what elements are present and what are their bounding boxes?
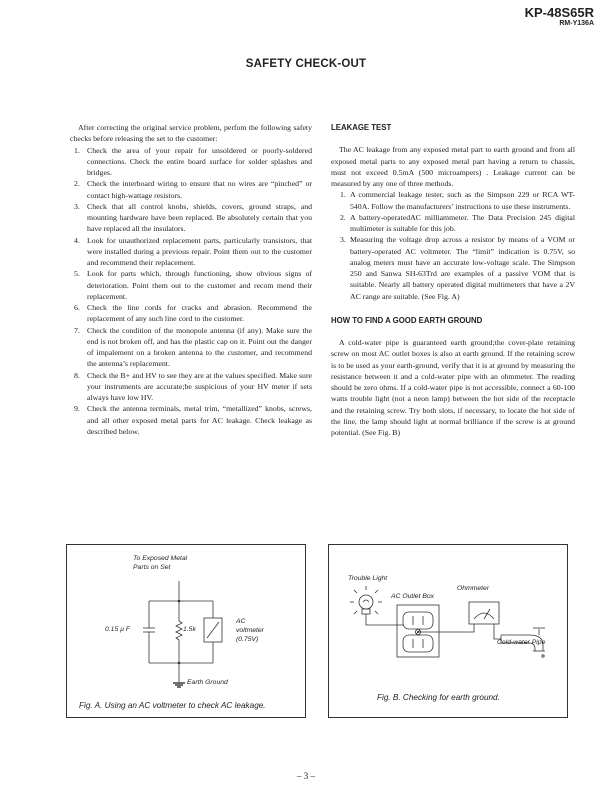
list-item bbox=[70, 145, 312, 179]
label-resistor: 1.5k bbox=[183, 626, 196, 633]
label-meter-voltmeter: voltmeter bbox=[236, 627, 264, 634]
list-item bbox=[331, 189, 575, 212]
label-ohmmeter: Ohmmeter bbox=[457, 585, 490, 592]
leakage-intro: The AC leakage from any exposed metal part to earth ground and from all exposed metal parts to any exposed metal part having a return to chassis, must not exceed 0.5mA (500 microampers) . Leakage current can be measured by any one of three methods. bbox=[331, 145, 575, 188]
list-item bbox=[70, 302, 312, 325]
item-number: 9. bbox=[74, 404, 80, 414]
earth-ground-paragraph: A cold-water pipe is guaranteed earth ground;the cover-plate retaining screw on most AC outlet boxes is also at earth ground. If the retaining screw is to be used as your earth-ground, verify that it is at ground by measuring the resistance between it and a cold-water pipe with an ohmmeter. The reading should be zero ohms. If a cold-water pipe is not accessible, connect a 60-100 watts trouble light (not a neon lamp) between the hot side of the receptacle and the retaining screw. Try both slots, if necessary, to locate the hot side of the line, the lamp should light at normal brilliance if the screw is at ground potential. (See Fig. B) bbox=[331, 338, 575, 437]
label-capacitor: 0.15 µ F bbox=[105, 626, 131, 633]
left-column bbox=[70, 122, 312, 437]
item-number: 5. bbox=[74, 269, 80, 279]
label-trouble-light: Trouble Light bbox=[348, 575, 388, 582]
item-text: Look for parts which, through functioning, show obvious signs of deterioration. Point them out to the customer and recom mend their replacement. bbox=[87, 269, 312, 301]
figure-b bbox=[328, 544, 568, 718]
page-title: SAFETY CHECK-OUT bbox=[245, 58, 367, 70]
label-cold-water-pipe: Cold-water Pipe bbox=[497, 639, 546, 646]
item-number: 1. bbox=[74, 145, 80, 155]
label-outlet-box: AC Outlet Box bbox=[391, 593, 435, 600]
item-text: Check the antenna terminals, metal trim, “metallized” knobs, screws, and all other exposed metal parts for AC leakage. Check leakage as described below. bbox=[87, 404, 312, 436]
item-number: 8. bbox=[74, 370, 80, 380]
item-number: 1. bbox=[340, 190, 346, 200]
label-exposed-metal: To Exposed Metal bbox=[133, 555, 188, 562]
item-text: Measuring the voltage drop across a resistor by means of a VOM or battery-operated AC voltmeter. The “limit” indication is 0.75V, so analog meters must have an accurate low-voltage scale. The Simpson 250 and Sanwa SH-63Trd are examples of a passive VOM that is suitable. Nearly all battery operated digital multimeters that have a 2V AC range are suitable. (See Fig. A) bbox=[350, 235, 575, 301]
figure-b-caption: Fig. B. Checking for earth ground. bbox=[377, 693, 500, 702]
figure-a bbox=[66, 544, 306, 718]
list-item bbox=[70, 403, 312, 437]
item-text: Check the interboard wiring to ensure that no wires are “pinched” or contact high-wattage resistors. bbox=[87, 179, 312, 200]
list-item bbox=[70, 178, 312, 201]
list-item bbox=[331, 212, 575, 235]
leakage-methods-list bbox=[331, 189, 575, 302]
item-text: Look for unauthorized replacement parts, particularly transistors, that were installed during a previous repair. Point them out to the customer and recommend their replacement. bbox=[87, 235, 312, 267]
list-item bbox=[70, 235, 312, 269]
label-meter-range: (0.75V) bbox=[236, 636, 259, 643]
safety-checklist bbox=[70, 145, 312, 438]
page-number: – 3 – bbox=[297, 771, 315, 781]
item-text: A battery-operatedAC milliammeter. The Data Precision 245 digital multimeter is suitable for this job. bbox=[350, 212, 575, 233]
model-header bbox=[525, 6, 594, 28]
item-number: 6. bbox=[74, 303, 80, 312]
item-number: 7. bbox=[74, 325, 80, 335]
label-earth-ground: Earth Ground bbox=[187, 679, 228, 686]
item-text: Check the line cords for cracks and abrasion. Recommend the replacement of any such line cord to the customer. bbox=[87, 303, 312, 324]
item-text: A commercial leakage tester, such as the Simpson 229 or RCA WT-540A. Follow the manufacturers’ instructions to use these instruments. bbox=[350, 190, 575, 211]
figure-a-caption: Fig. A. Using an AC voltmeter to check AC leakage. bbox=[79, 701, 266, 710]
item-text: Check the B+ and HV to see they are at the values specified. Make sure your instruments are accurate;be suspicious of your HV meter if sets always have low HV. bbox=[87, 370, 312, 402]
item-number: 3. bbox=[340, 235, 346, 245]
intro-paragraph: After correcting the original service problem, perfom the following safety checks before releasing the set to the customer: bbox=[70, 123, 312, 144]
list-item bbox=[70, 370, 312, 404]
item-number: 2. bbox=[74, 179, 80, 189]
item-text: Check that all control knobs, shields, covers, ground straps, and mounting hardware have been replaced. Be absolutely certain that you have replaced all the insulators. bbox=[87, 201, 312, 234]
list-item bbox=[70, 268, 312, 302]
chassis-number: RM-Y136A bbox=[559, 20, 594, 27]
item-text: Check the condition of the monopole antenna (if any). Make sure the end is not broken off, and has the plastic cap on it. Point out the danger of impalement on a broken antenna to the customer, and recommend the antenna’s replacement. bbox=[87, 325, 312, 369]
list-item bbox=[70, 201, 312, 235]
leakage-test-heading: LEAKAGE TEST bbox=[331, 123, 392, 132]
model-number: KP-48S65R bbox=[524, 5, 594, 20]
label-parts-on-set: Parts on Set bbox=[133, 564, 171, 571]
item-number: 3. bbox=[74, 201, 80, 211]
earth-ground-heading: HOW TO FIND A GOOD EARTH GROUND bbox=[331, 315, 483, 325]
label-meter-ac: AC bbox=[236, 618, 246, 625]
item-text: Check the area of your repair for unsoldered or poorly-soldered connections. Check the entire board surface for solder splashes and bridges. bbox=[87, 145, 312, 177]
right-column bbox=[331, 122, 575, 438]
list-item bbox=[70, 325, 312, 370]
item-number: 2. bbox=[340, 212, 346, 222]
item-number: 4. bbox=[74, 235, 80, 245]
list-item bbox=[331, 234, 575, 302]
